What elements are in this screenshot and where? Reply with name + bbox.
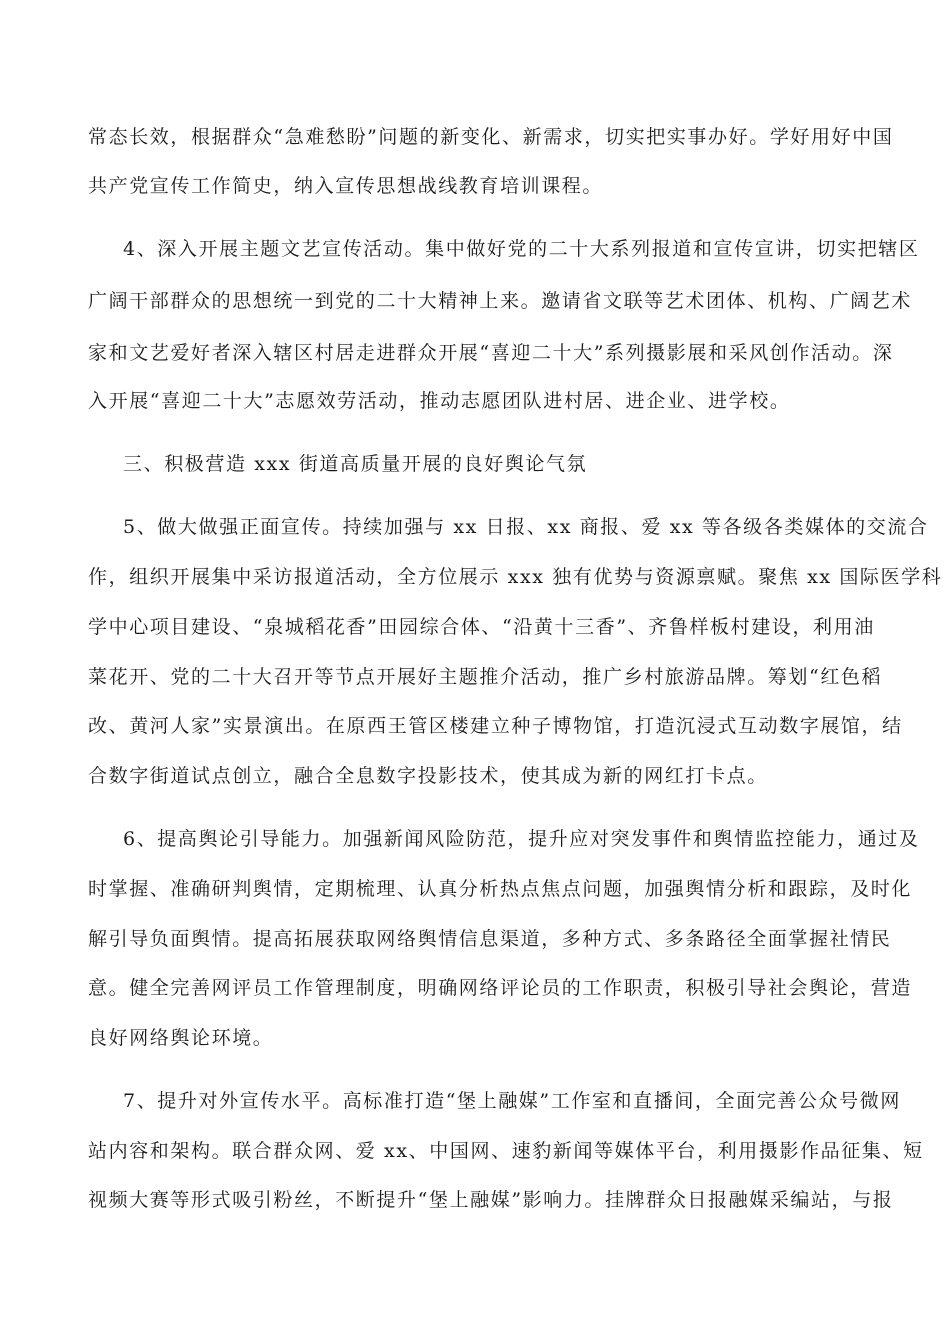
text-line: 学中心项目建设、“泉城稻花香”田园综合体、“沿黄十三香”、齐鲁样板村建设，利用油 <box>88 616 875 638</box>
text-line: 家和文艺爱好者深入辖区村居走进群众开展“喜迎二十大”系列摄影展和采风创作活动。深 <box>88 342 894 364</box>
paragraph-5-start: 5、做大做强正面宣传。持续加强与 xx 日报、xx 商报、爱 xx 等各级各类媒体的交流合 <box>123 516 929 538</box>
text-line: 良好网络舆论环境。 <box>88 1027 274 1049</box>
text-line: 时掌握、准确研判舆情，定期梳理、认真分析热点焦点问题，加强舆情分析和跟踪，及时化 <box>88 878 913 900</box>
text-line: 广阔干部群众的思想统一到党的二十大精神上来。邀请省文联等艺术团体、机构、广阔艺术 <box>88 290 913 312</box>
text-line: 菜花开、党的二十大召开等节点开展好主题推介活动，推广乡村旅游品牌。筹划“红色稻 <box>88 666 883 688</box>
text-line: 解引导负面舆情。提高拓展获取网络舆情信息渠道，多种方式、多条路径全面掌握社情民 <box>88 928 892 950</box>
paragraph-7-start: 7、提升对外宣传水平。高标准打造“堡上融媒”工作室和直播间，全面完善公众号微网 <box>123 1090 901 1112</box>
text-line: 作，组织开展集中采访报道活动，全方位展示 xxx 独有优势与资源禀赋。聚焦 xx 国际医学科 <box>88 566 943 588</box>
text-line: 视频大赛等形式吸引粉丝，不断提升“堡上融媒”影响力。挂牌群众日报融媒采编站，与报 <box>88 1189 894 1211</box>
text-line: 入开展“喜迎二十大”志愿效劳活动，推动志愿团队进村居、进企业、进学校。 <box>88 390 791 412</box>
text-line: 合数字街道试点创立，融合全息数字投影技术，使其成为新的网红打卡点。 <box>88 765 768 787</box>
paragraph-6-start: 6、提高舆论引导能力。加强新闻风险防范，提升应对突发事件和舆情监控能力，通过及 <box>123 828 920 850</box>
text-line: 共产党宣传工作简史，纳入宣传思想战线教育培训课程。 <box>88 175 604 197</box>
text-line: 常态长效，根据群众“急难愁盼”问题的新变化、新需求，切实把实事办好。学好用好中国 <box>88 126 894 148</box>
section-heading: 三、积极营造 xxx 街道高质量开展的良好舆论气氛 <box>123 453 588 475</box>
text-line: 意。健全完善网评员工作管理制度，明确网络评论员的工作职责，积极引导社会舆论，营造 <box>88 977 913 999</box>
paragraph-4-start: 4、深入开展主题文艺宣传活动。集中做好党的二十大系列报道和宣传宣讲，切实把辖区 <box>123 238 920 260</box>
text-line: 站内容和架构。联合群众网、爱 xx、中国网、速豹新闻等媒体平台，利用摄影作品征集、短 <box>88 1140 924 1162</box>
text-line: 改、黄河人家”实景演出。在原西王管区楼建立种子博物馆，打造沉浸式互动数字展馆，结 <box>88 715 903 737</box>
